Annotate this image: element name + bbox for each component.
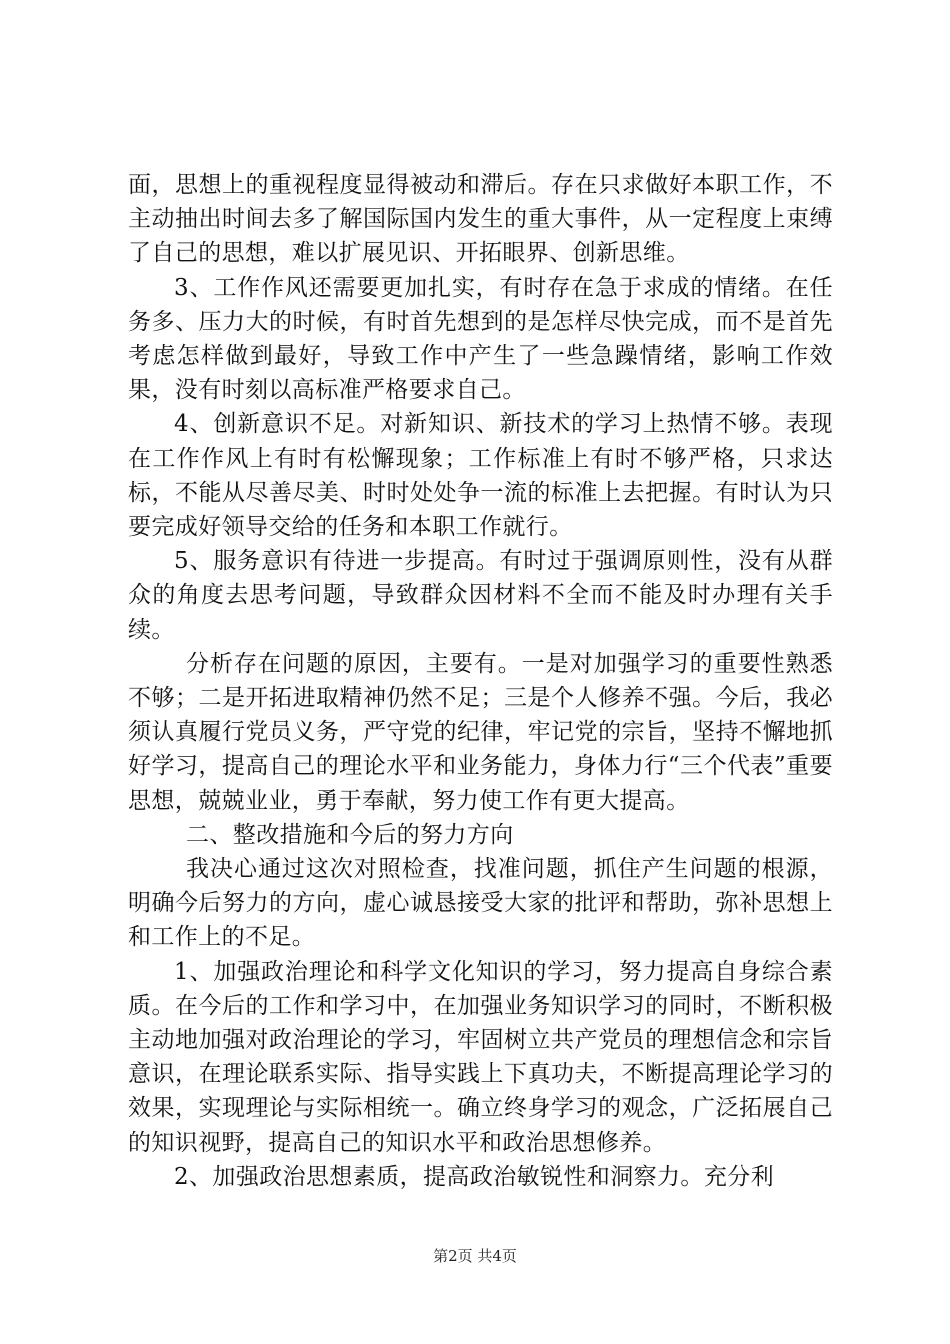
paragraph-item-3: 3、工作作风还需要更加扎实，有时存在急于求成的情绪。在任务多、压力大的时候，有时首先想到的是怎样尽快完成，而不是首先考虑怎样做到最好，导致工作中产生了一些急躁情绪，影响工作效果，没有时刻以高标准严格要求自己。 bbox=[128, 274, 833, 404]
paragraph-determination: 我决心通过这次对照检查，找准问题，抓住产生问题的根源，明确今后努力的方向，虚心诚恳接受大家的批评和帮助，弥补思想上和工作上的不足。 bbox=[128, 856, 833, 951]
paragraph-measure-2: 2、加强政治思想素质，提高政治敏锐性和洞察力。充分利 bbox=[174, 1163, 775, 1190]
document-body bbox=[128, 168, 833, 1194]
paragraph-item-4: 4、创新意识不足。对新知识、新技术的学习上热情不够。表现在工作作风上有时有松懈现象；工作标准上有时不够严格，只求达标，不能从尽善尽美、时时处处争一流的标准上去把握。有时认为只要完成好领导交给的任务和本职工作就行。 bbox=[128, 411, 833, 541]
paragraph-continuation: 面，思想上的重视程度显得被动和滞后。存在只求做好本职工作，不主动抽出时间去多了解国际国内发生的重大事件，从一定程度上束缚了自己的思想，难以扩展见识、开拓眼界、创新思维。 bbox=[128, 172, 833, 267]
paragraph-measure-1: 1、加强政治理论和科学文化知识的学习，努力提高自身综合素质。在今后的工作和学习中，在加强业务知识学习的同时，不断积极主动地加强对政治理论的学习，牢固树立共产党员的理想信念和宗旨意识，在理论联系实际、指导实践上下真功夫，不断提高理论学习的效果，实现理论与实际相统一。确立终身学习的观念，广泛拓展自己的知识视野，提高自己的知识水平和政治思想修养。 bbox=[128, 958, 833, 1156]
paragraph-item-5: 5、服务意识有待进一步提高。有时过于强调原则性，没有从群众的角度去思考问题，导致群众因材料不全而不能及时办理有关手续。 bbox=[128, 548, 833, 643]
page-footer: 第2页 共4页 bbox=[433, 1247, 517, 1265]
section-heading-measures: 二、整改措施和今后的努力方向 bbox=[186, 821, 514, 848]
paragraph-cause-analysis: 分析存在问题的原因，主要有。一是对加强学习的重要性熟悉不够；二是开拓进取精神仍然不足；三是个人修养不强。今后，我必须认真履行党员义务，严守党的纪律，牢记党的宗旨，坚持不懈地抓好学习，提高自己的理论水平和业务能力，身体力行“三个代表”重要思想，兢兢业业，勇于奉献，努力使工作有更大提高。 bbox=[128, 650, 833, 814]
